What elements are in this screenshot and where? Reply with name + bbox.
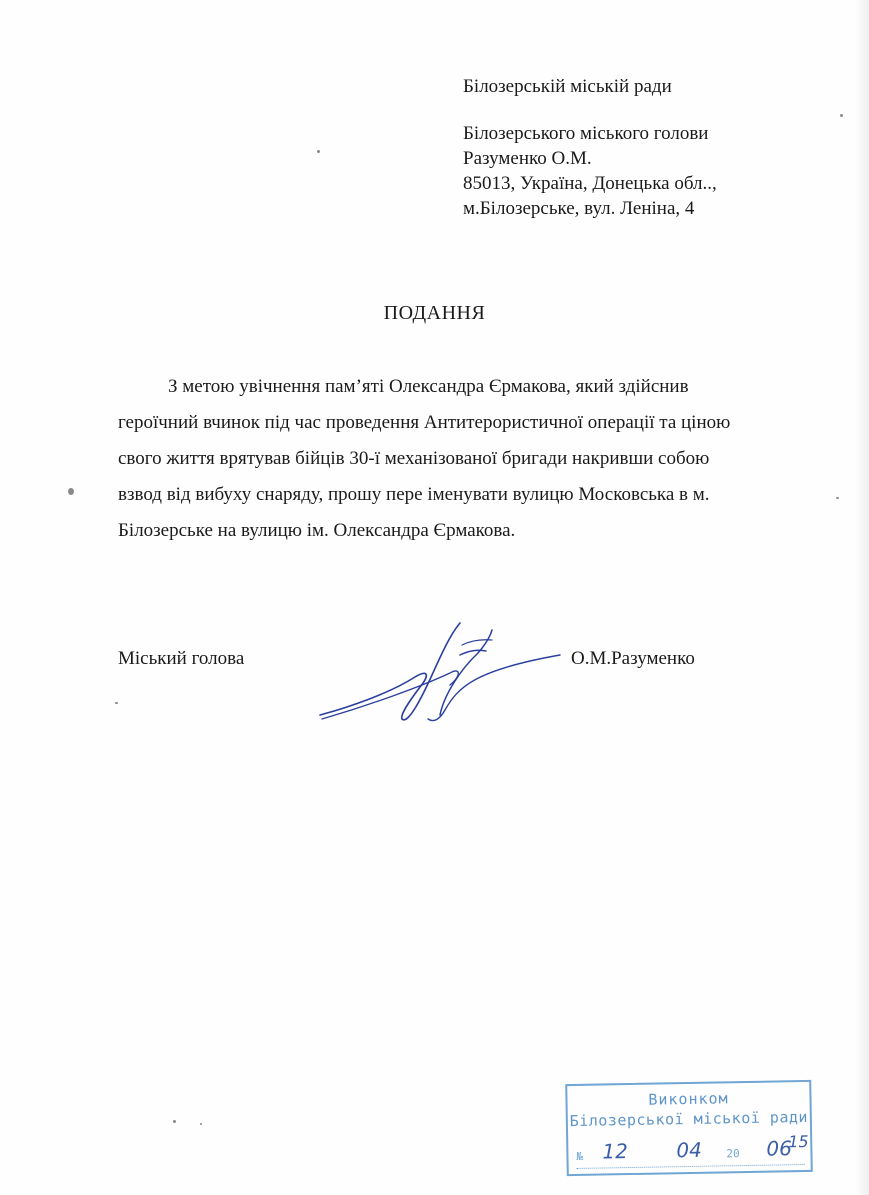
recipient-council: Білозерській міській ради [463, 76, 672, 97]
sender-name: Разуменко О.М. [463, 148, 592, 169]
sender-title: Білозерського міського голови [463, 123, 709, 144]
body-line: взвод від вибуху снаряду, прошу пере іменувати вулицю Московська в м. [118, 484, 710, 505]
body-line: Білозерське на вулицю ім. Олександра Єрмакова. [118, 520, 516, 541]
body-line: героїчний вчинок під час проведення Антитерористичної операції та ціною [118, 412, 731, 433]
stamp-date-row [576, 1131, 809, 1169]
scan-speck [317, 150, 320, 153]
stamp-year: 06 [766, 1136, 793, 1161]
sender-address-line1: 85013, Україна, Донецька обл.., [463, 173, 717, 194]
scan-speck [115, 702, 118, 704]
registration-stamp [565, 1080, 813, 1176]
scan-speck [840, 114, 843, 117]
scan-speck [173, 1120, 176, 1123]
scan-speck [200, 1123, 202, 1125]
stamp-month: 04 [676, 1137, 703, 1163]
signatory-name: О.М.Разуменко [571, 648, 695, 669]
body-line: З метою увічнення пам’яті Олександра Єрмакова, який здійснив [168, 376, 689, 397]
document-body [118, 369, 778, 549]
body-line: свого життя врятував бійців 30-ї механізованої бригади накривши собою [118, 448, 710, 469]
stamp-year-suffix: 15 [788, 1131, 809, 1152]
stamp-date-prefix: № [576, 1149, 584, 1163]
page-edge-shadow [855, 0, 869, 1195]
handwritten-signature [310, 615, 570, 730]
stamp-day: 12 [602, 1139, 629, 1164]
stamp-council: Білозерської міської ради [569, 1107, 809, 1131]
signatory-position: Міський голова [118, 648, 245, 669]
document-title: ПОДАННЯ [383, 302, 486, 324]
scan-speck [836, 497, 839, 499]
stamp-office: Виконком [648, 1089, 729, 1109]
scan-speck [68, 488, 74, 495]
stamp-century: 20 [726, 1147, 740, 1161]
sender-address-line2: м.Білозерське, вул. Леніна, 4 [463, 198, 695, 219]
